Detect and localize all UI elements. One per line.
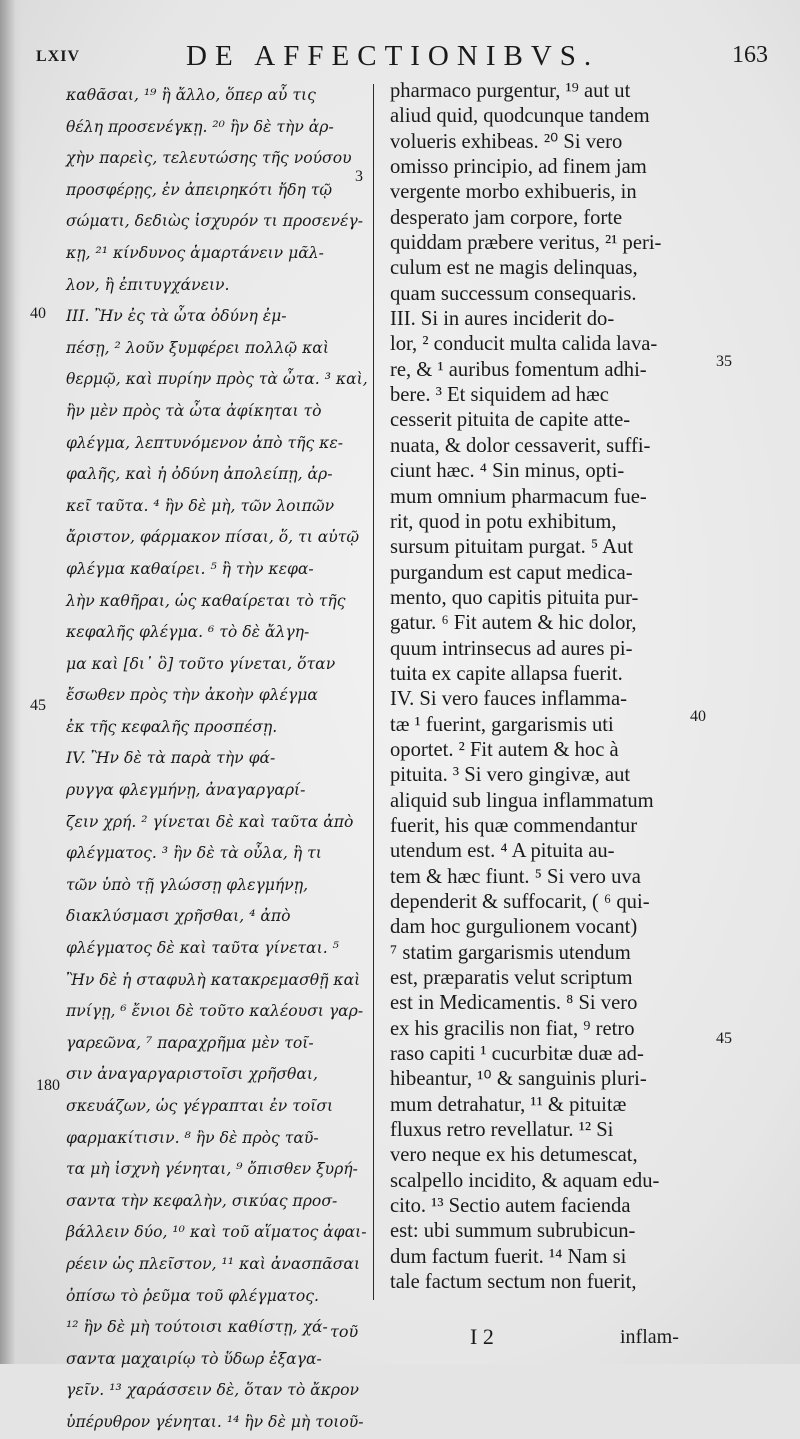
- text-line: λον, ἢ ἐπιτυγχάνειν.: [66, 275, 230, 294]
- text-line: σαντα μαχαιρίῳ τὸ ὕδωρ ἐξαγα-: [66, 1349, 322, 1368]
- text-line: lor, ² conducit multa calida lava-: [390, 333, 658, 356]
- folio-label: LXIV: [36, 48, 81, 65]
- text-line: vergente morbo exhibueris, in: [390, 181, 637, 204]
- text-line: ζειν χρή. ² γίνεται δὲ καὶ ταῦτα ἀπὸ: [66, 812, 354, 831]
- text-line: θερμῷ, καὶ πυρίην πρὸς τὰ ὦτα. ³ καὶ,: [66, 370, 368, 389]
- text-line: scalpello incidito, & aquam edu-: [390, 1169, 660, 1192]
- text-line: πνίγῃ, ⁶ ἔνιοι δὲ τοῦτο καλέουσι γαρ-: [66, 1002, 364, 1021]
- text-line: tem & hæc fiunt. ⁵ Si vero uva: [390, 865, 641, 888]
- text-line: μα καὶ [δι᾽ ὃ] τοῦτο γίνεται, ὅταν: [66, 654, 336, 673]
- text-line: volueris exhibeas. ²⁰ Si vero: [390, 130, 623, 153]
- text-line: re, & ¹ auribus fomentum adhi-: [390, 358, 647, 381]
- page-spine-shadow: [0, 0, 22, 1364]
- margin-line-number: 45: [716, 1030, 732, 1047]
- text-line: κῃ, ²¹ κίνδυνος ἁμαρτάνειν μᾶλ-: [66, 243, 324, 262]
- text-line: fluxus retro revellatur. ¹² Si: [390, 1119, 614, 1142]
- text-line: aliquid sub lingua inflammatum: [390, 789, 654, 812]
- text-line: Ἢν δὲ ἡ σταφυλὴ κατακρεμασθῇ καὶ: [66, 970, 361, 989]
- text-line: hibeantur, ¹⁰ & sanguinis pluri-: [390, 1068, 647, 1091]
- text-line: χὴν παρεὶς, τελευτώσης τῆς νούσου: [66, 149, 352, 168]
- text-line: dependerit & suffocarit, ( ⁶ qui-: [390, 891, 650, 913]
- text-line: quam successum consequaris.: [390, 282, 637, 305]
- text-line: φλέγματος δὲ καὶ ταῦτα γίνεται. ⁵: [66, 939, 339, 958]
- text-line: λὴν καθῆραι, ὡς καθαίρεται τὸ τῆς: [66, 591, 346, 610]
- margin-line-number: 40: [690, 708, 706, 725]
- text-line: ex his gracilis non fiat, ⁹ retro: [390, 1017, 635, 1040]
- text-line: πέσῃ, ² λοῦν ξυμφέρει πολλῷ καὶ: [66, 338, 329, 357]
- running-title: DE AFFECTIONIBVS.: [186, 40, 600, 72]
- text-line: σώματι, δεδιὼς ἰσχυρόν τι προσενέγ-: [66, 212, 363, 231]
- text-line: mento, quo capitis pituita pur-: [390, 586, 639, 609]
- text-line: ὑπέρυθρον γένηται. ¹⁴ ἢν δὲ μὴ τοιοῦ-: [66, 1412, 364, 1431]
- text-line: cesserit pituita de capite atte-: [390, 409, 631, 432]
- latin-catchword: inflam-: [620, 1326, 679, 1348]
- page-number: 163: [732, 42, 768, 68]
- text-line: culum est ne magis delinquas,: [390, 257, 638, 280]
- text-line: τῶν ὑπὸ τῇ γλώσσῃ φλεγμήνῃ,: [66, 875, 309, 894]
- text-line: ρέειν ὡς πλεῖστον, ¹¹ καὶ ἀνασπᾶσαι: [66, 1254, 361, 1273]
- text-line: cito. ¹³ Sectio autem facienda: [390, 1195, 631, 1218]
- text-line: tæ ¹ fuerint, gargarismis uti: [390, 713, 614, 736]
- text-line: τα μὴ ἰσχνὴ γένηται, ⁹ ὄπισθεν ξυρή-: [66, 1160, 358, 1179]
- text-line: φλέγμα καθαίρει. ⁵ ἢ τὴν κεφα-: [66, 559, 314, 578]
- text-line: ¹² ἢν δὲ μὴ τούτοισι καθίστῃ, χά-: [66, 1318, 328, 1337]
- text-line: tuita ex capite allapsa fuerit.: [390, 662, 623, 685]
- margin-line-number: 3: [355, 168, 363, 185]
- text-line: κεῖ ταῦτα. ⁴ ἢν δὲ μὴ, τῶν λοιπῶν: [66, 496, 335, 515]
- text-line: γεῖν. ¹³ χαράσσειν δὲ, ὅταν τὸ ἄκρον: [66, 1381, 359, 1400]
- text-line: est: ubi summum subrubicun-: [390, 1220, 636, 1243]
- text-line: utendum est. ⁴ A pituita au-: [390, 840, 615, 863]
- text-line: purgandum est caput medica-: [390, 561, 633, 584]
- text-line: nuata, & dolor cessaverit, suffi-: [390, 434, 651, 457]
- text-line: καθᾶσαι, ¹⁹ ἢ ἄλλο, ὅπερ αὖ τις: [66, 86, 316, 104]
- text-line: φλέγμα, λεπτυνόμενον ἀπὸ τῆς κε-: [66, 433, 343, 452]
- text-line: σαντα τὴν κεφαλὴν, σικύας προσ-: [66, 1191, 338, 1210]
- text-line: ρυγγα φλεγμήνῃ, ἀναγαργαρί-: [66, 781, 306, 800]
- text-line: ciunt hæc. ⁴ Sin minus, opti-: [390, 460, 625, 483]
- text-line: φαρμακίτισιν. ⁸ ἢν δὲ πρὸς ταῦ-: [66, 1128, 319, 1147]
- text-line: φλέγματος. ³ ἢν δὲ τὰ οὖλα, ἢ τι: [66, 844, 322, 863]
- text-line: est in Medicamentis. ⁸ Si vero: [390, 992, 638, 1015]
- text-line: σιν ἀναγαργαριστοῖσι χρῆσθαι,: [66, 1065, 318, 1084]
- text-line: oportet. ² Fit autem & hoc à: [390, 738, 619, 761]
- latin-text-column: [390, 79, 690, 1296]
- text-line: vero neque ex his detumescat,: [390, 1144, 638, 1167]
- text-line: IV. Si vero fauces inflamma-: [390, 688, 627, 711]
- text-line: βάλλειν δύο, ¹⁰ καὶ τοῦ αἵματος ἀφαι-: [66, 1223, 367, 1242]
- text-line: γαρεῶνα, ⁷ παραχρῆμα μὲν τοῖ-: [66, 1033, 314, 1052]
- margin-line-number: 45: [30, 697, 46, 714]
- text-line: ἔσωθεν πρὸς τὴν ἀκοὴν φλέγμα: [66, 686, 318, 705]
- text-line: θέλη προσενέγκῃ. ²⁰ ἢν δὲ τὴν ἀρ-: [66, 117, 334, 136]
- text-line: pharmaco purgentur, ¹⁹ aut ut: [390, 80, 631, 102]
- text-line: σκευάζων, ὡς γέγραπται ἐν τοῖσι: [66, 1097, 334, 1115]
- text-line: ἢν μὲν πρὸς τὰ ὦτα ἀφίκηται τὸ: [66, 401, 322, 420]
- text-line: διακλύσμασι χρῆσθαι, ⁴ ἀπὸ: [66, 907, 291, 926]
- text-line: III. Si in aures inciderit do-: [390, 308, 615, 331]
- text-line: III. Ἢν ἐς τὰ ὦτα ὀδύνη ἐμ-: [66, 307, 287, 326]
- text-line: fuerit, his quæ commendantur: [390, 814, 638, 837]
- text-line: quiddam præbere veritus, ²¹ peri-: [390, 232, 662, 255]
- text-line: raso capiti ¹ cucurbitæ duæ ad-: [390, 1043, 644, 1066]
- text-line: ⁷ statim gargarismis utendum: [390, 941, 631, 964]
- text-line: προσφέρῃς, ἐν ἀπειρηκότι ἤδη τῷ: [66, 180, 333, 199]
- text-line: ἄριστον, φάρμακον πίσαι, ὅ, τι αὐτῷ: [66, 528, 360, 547]
- text-line: ὀπίσω τὸ ῥεῦμα τοῦ φλέγματος.: [66, 1286, 319, 1305]
- text-line: est, præparatis velut scriptum: [390, 967, 633, 990]
- signature-mark: I 2: [470, 1324, 494, 1349]
- text-line: mum omnium pharmacum fue-: [390, 485, 647, 508]
- margin-line-number: 35: [716, 353, 732, 370]
- text-line: aliud quid, quodcunque tandem: [390, 105, 650, 128]
- text-line: ἐκ τῆς κεφαλῆς προσπέσῃ.: [66, 717, 278, 736]
- text-line: mum detrahatur, ¹¹ & pituitæ: [390, 1093, 627, 1116]
- column-divider: [373, 84, 374, 1300]
- text-line: sursum pituitam purgat. ⁵ Aut: [390, 536, 634, 559]
- text-line: rit, quod in potu exhibitum,: [390, 510, 617, 533]
- text-line: omisso principio, ad finem jam: [390, 156, 647, 179]
- greek-catchword: τοῦ: [330, 1322, 359, 1341]
- page-header: [36, 40, 776, 74]
- margin-line-number: 40: [30, 305, 46, 322]
- text-line: quum intrinsecus ad aures pi-: [390, 637, 633, 660]
- text-line: dum factum fuerit. ¹⁴ Nam si: [390, 1245, 627, 1268]
- margin-line-number: 180: [36, 1077, 60, 1094]
- greek-text-column: [66, 80, 368, 1439]
- text-line: φαλῆς, καὶ ἡ ὀδύνη ἀπολείπῃ, ἀρ-: [66, 465, 333, 484]
- text-line: pituita. ³ Si vero gingivæ, aut: [390, 764, 631, 787]
- text-line: bere. ³ Et siquidem ad hæc: [390, 384, 609, 407]
- text-line: IV. Ἢν δὲ τὰ παρὰ τὴν φά-: [66, 749, 276, 768]
- text-line: dam hoc gurgulionem vocant): [390, 916, 638, 939]
- text-line: gatur. ⁶ Fit autem & hic dolor,: [390, 612, 637, 635]
- text-line: desperato jam corpore, forte: [390, 206, 623, 229]
- text-line: tale factum sectum non fuerit,: [390, 1271, 637, 1294]
- text-line: κεφαλῆς φλέγμα. ⁶ τὸ δὲ ἄλγη-: [66, 623, 310, 642]
